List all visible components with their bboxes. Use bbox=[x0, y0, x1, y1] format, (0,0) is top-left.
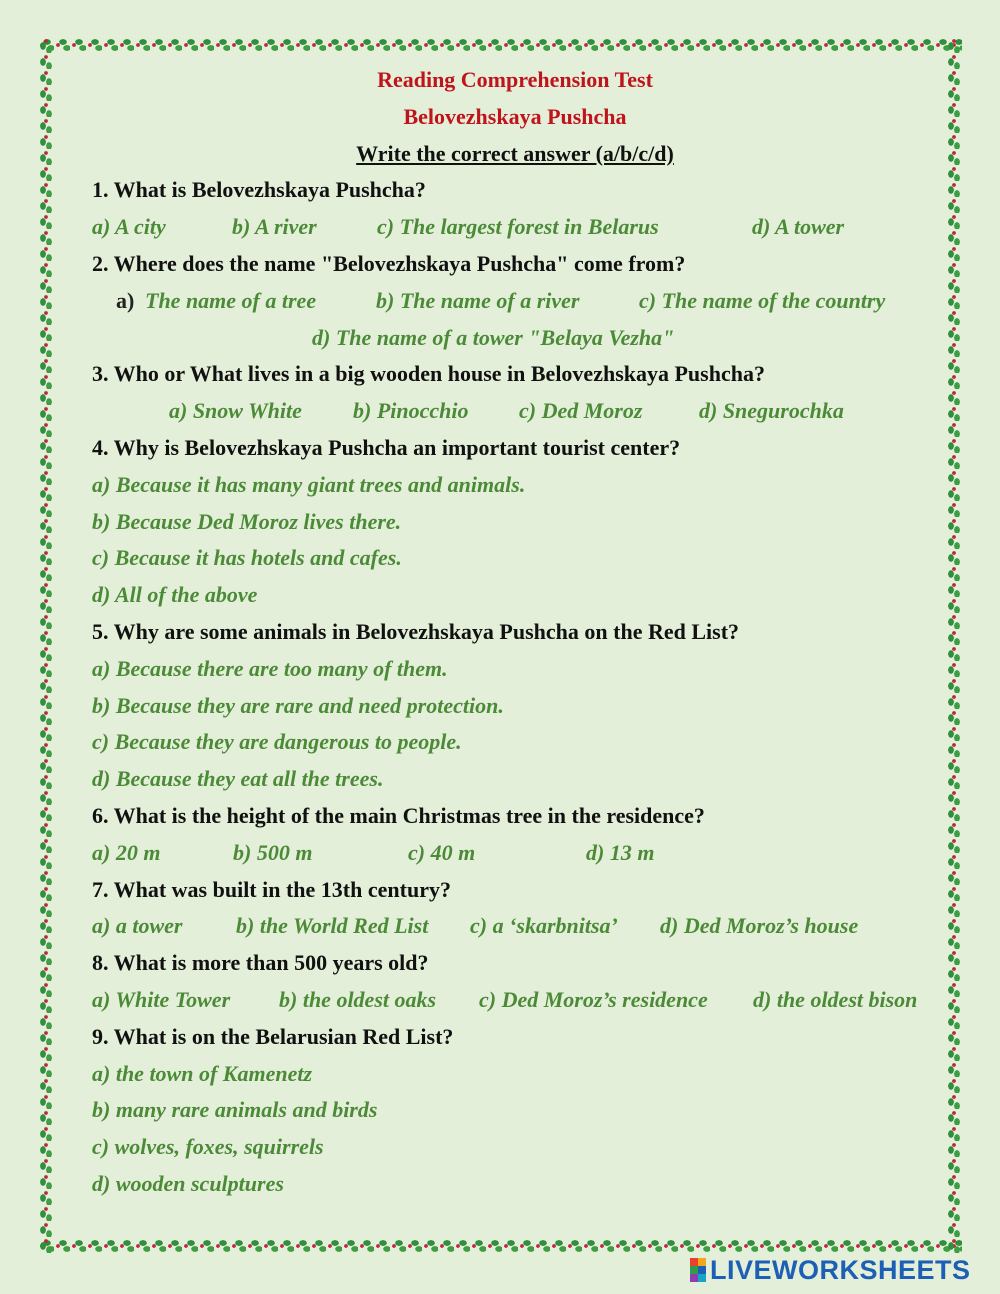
answer-option[interactable]: a) White Tower bbox=[92, 986, 231, 1012]
answer-option[interactable]: c) Because it has hotels and cafes. bbox=[92, 545, 402, 571]
answer-option[interactable]: a) Because there are too many of them. bbox=[92, 655, 448, 681]
answer-option[interactable]: a) a tower bbox=[92, 913, 183, 939]
question-3: 3. Who or What lives in a big wooden house in Belovezhskaya Pushcha? bbox=[92, 361, 765, 387]
answer-option[interactable]: d) Because they eat all the trees. bbox=[92, 766, 384, 792]
question-1: 1. What is Belovezhskaya Pushcha? bbox=[92, 177, 426, 203]
question-7: 7. What was built in the 13th century? bbox=[92, 876, 451, 902]
answer-option[interactable]: a) Because it has many giant trees and animals. bbox=[92, 471, 526, 497]
worksheet-title: Reading Comprehension Test bbox=[377, 67, 653, 92]
answer-option[interactable]: d) the oldest bison bbox=[753, 986, 918, 1012]
question-2-options bbox=[92, 283, 942, 320]
holly-border-bottom bbox=[38, 1238, 962, 1254]
answer-option[interactable]: d) The name of a tower "Belaya Vezha" bbox=[312, 324, 675, 350]
answer-option[interactable]: c) The largest forest in Belarus bbox=[377, 214, 659, 240]
answer-option[interactable]: b) 500 m bbox=[233, 839, 313, 865]
answer-option[interactable]: d) 13 m bbox=[586, 839, 655, 865]
answer-option[interactable]: c) The name of the country bbox=[639, 287, 886, 313]
holly-border-left bbox=[38, 37, 54, 1254]
answer-option[interactable]: c) Ded Moroz’s residence bbox=[479, 986, 708, 1012]
worksheet bbox=[92, 62, 942, 1203]
question-4: 4. Why is Belovezhskaya Pushcha an important tourist center? bbox=[92, 434, 681, 460]
answer-option[interactable]: c) a ‘skarbnitsa’ bbox=[470, 913, 618, 939]
liveworksheets-logo-icon bbox=[690, 1258, 706, 1282]
question-3-options bbox=[92, 393, 942, 430]
worksheet-instruction: Write the correct answer (a/b/c/d) bbox=[356, 140, 674, 166]
answer-option[interactable]: b) Because they are rare and need protection. bbox=[92, 692, 504, 718]
answer-option[interactable]: b) The name of a river bbox=[376, 287, 580, 313]
question-1-options bbox=[92, 209, 942, 246]
answer-option[interactable]: a) A city bbox=[92, 214, 166, 240]
question-6-options bbox=[92, 835, 942, 872]
answer-option[interactable]: b) many rare animals and birds bbox=[92, 1097, 378, 1123]
holly-border-right bbox=[946, 37, 962, 1254]
answer-option[interactable]: d) wooden sculptures bbox=[92, 1170, 284, 1196]
question-5: 5. Why are some animals in Belovezhskaya Pushcha on the Red List? bbox=[92, 618, 740, 644]
answer-option[interactable]: c) Ded Moroz bbox=[519, 398, 643, 424]
answer-option[interactable]: b) Because Ded Moroz lives there. bbox=[92, 508, 402, 534]
answer-option[interactable]: c) Because they are dangerous to people. bbox=[92, 729, 462, 755]
answer-option[interactable]: d) All of the above bbox=[92, 582, 258, 608]
question-7-options bbox=[92, 908, 942, 945]
answer-option[interactable]: b) Pinocchio bbox=[353, 398, 469, 424]
question-8: 8. What is more than 500 years old? bbox=[92, 950, 429, 976]
answer-option[interactable]: b) A river bbox=[232, 214, 317, 240]
question-8-options bbox=[92, 982, 942, 1019]
liveworksheets-logo[interactable] bbox=[690, 1256, 971, 1284]
question-9: 9. What is on the Belarusian Red List? bbox=[92, 1023, 454, 1049]
answer-option[interactable]: d) Ded Moroz’s house bbox=[660, 913, 859, 939]
answer-option[interactable]: The name of a tree bbox=[145, 287, 317, 313]
answer-option[interactable]: d) A tower bbox=[752, 214, 845, 240]
holly-border-top bbox=[38, 37, 962, 53]
answer-option[interactable]: d) Snegurochka bbox=[699, 398, 844, 424]
answer-option[interactable]: c) 40 m bbox=[408, 839, 476, 865]
answer-option[interactable]: a) 20 m bbox=[92, 839, 161, 865]
answer-option[interactable]: a) Snow White bbox=[169, 398, 302, 424]
answer-option[interactable]: b) the oldest oaks bbox=[279, 986, 437, 1012]
liveworksheets-logo-text: LIVEWORKSHEETS bbox=[710, 1254, 971, 1285]
answer-option[interactable]: b) the World Red List bbox=[236, 913, 429, 939]
answer-option-letter[interactable]: a) bbox=[116, 287, 135, 313]
question-2: 2. Where does the name "Belovezhskaya Pushcha" come from? bbox=[92, 250, 686, 276]
question-6: 6. What is the height of the main Christmas tree in the residence? bbox=[92, 802, 705, 828]
answer-option[interactable]: a) the town of Kamenetz bbox=[92, 1060, 313, 1086]
answer-option[interactable]: c) wolves, foxes, squirrels bbox=[92, 1134, 324, 1160]
worksheet-subtitle: Belovezhskaya Pushcha bbox=[403, 103, 627, 129]
